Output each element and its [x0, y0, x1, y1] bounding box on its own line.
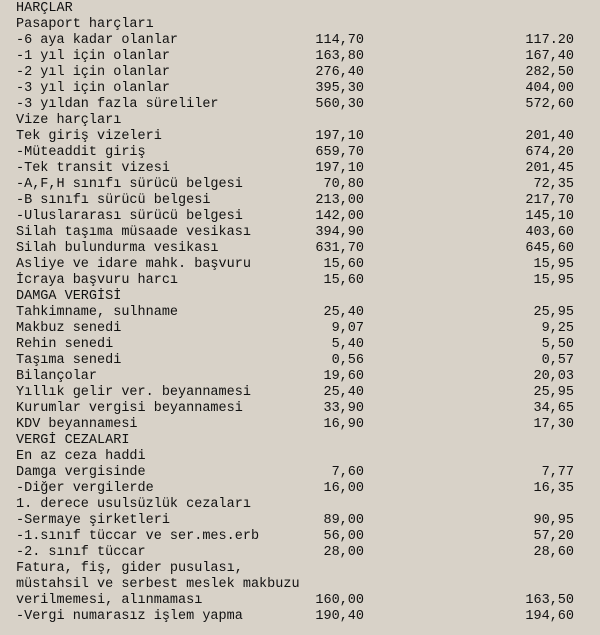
row-label: VERGİ CEZALARI	[16, 433, 130, 448]
new-amount: 72,35	[533, 177, 574, 192]
table-row	[0, 209, 600, 225]
new-amount: 9,25	[541, 321, 574, 336]
new-amount: 404,00	[525, 81, 574, 96]
new-amount: 25,95	[533, 385, 574, 400]
new-amount: 201,45	[525, 161, 574, 176]
new-amount: 34,65	[533, 401, 574, 416]
row-label: Tek giriş vizeleri	[16, 129, 162, 144]
row-label: Makbuz senedi	[16, 321, 122, 336]
row-label: Silah taşıma müsaade vesikası	[16, 225, 251, 240]
row-label: -Sermaye şirketleri	[16, 513, 170, 528]
table-row	[0, 577, 600, 593]
new-amount: 117.20	[525, 33, 574, 48]
old-amount: 33,90	[323, 401, 364, 416]
new-amount: 145,10	[525, 209, 574, 224]
table-row	[0, 369, 600, 385]
old-amount: 142,00	[315, 209, 364, 224]
table-row	[0, 81, 600, 97]
table-row	[0, 225, 600, 241]
table-row	[0, 17, 600, 33]
old-amount: 213,00	[315, 193, 364, 208]
table-row	[0, 33, 600, 49]
table-row	[0, 465, 600, 481]
table-row	[0, 481, 600, 497]
row-label: Rehin senedi	[16, 337, 114, 352]
new-amount: 167,40	[525, 49, 574, 64]
row-label: HARÇLAR	[16, 1, 73, 16]
row-label: -2 yıl için olanlar	[16, 65, 170, 80]
new-amount: 5,50	[541, 337, 574, 352]
old-amount: 15,60	[323, 257, 364, 272]
table-row	[0, 241, 600, 257]
old-amount: 163,80	[315, 49, 364, 64]
old-amount: 19,60	[323, 369, 364, 384]
new-amount: 0,57	[541, 353, 574, 368]
row-label: -Diğer vergilerde	[16, 481, 154, 496]
table-row	[0, 593, 600, 609]
table-row	[0, 321, 600, 337]
old-amount: 0,56	[331, 353, 364, 368]
row-label: Silah bulundurma vesikası	[16, 241, 219, 256]
row-label: -6 aya kadar olanlar	[16, 33, 179, 48]
new-amount: 217,70	[525, 193, 574, 208]
table-row	[0, 65, 600, 81]
new-amount: 7,77	[541, 465, 574, 480]
new-amount: 15,95	[533, 257, 574, 272]
row-label: Damga vergisinde	[16, 465, 146, 480]
old-amount: 114,70	[315, 33, 364, 48]
table-row	[0, 305, 600, 321]
row-label: İcraya başvuru harcı	[16, 273, 179, 288]
row-label: Kurumlar vergisi beyannamesi	[16, 401, 243, 416]
old-amount: 394,90	[315, 225, 364, 240]
row-label: -3 yıldan fazla süreliler	[16, 97, 219, 112]
table-row	[0, 177, 600, 193]
old-amount: 5,40	[331, 337, 364, 352]
row-label: Asliye ve idare mahk. başvuru	[16, 257, 251, 272]
old-amount: 7,60	[331, 465, 364, 480]
table-row	[0, 97, 600, 113]
row-label: -Müteaddit giriş	[16, 145, 146, 160]
table-row	[0, 401, 600, 417]
table-row	[0, 433, 600, 449]
old-amount: 25,40	[323, 385, 364, 400]
row-label: Vize harçları	[16, 113, 122, 128]
new-amount: 282,50	[525, 65, 574, 80]
old-amount: 16,90	[323, 417, 364, 432]
old-amount: 560,30	[315, 97, 364, 112]
row-label: En az ceza haddi	[16, 449, 146, 464]
row-label: Taşıma senedi	[16, 353, 122, 368]
old-amount: 28,00	[323, 545, 364, 560]
row-label: -Tek transit vizesi	[16, 161, 170, 176]
row-label: -1.sınıf tüccar ve ser.mes.erb	[16, 529, 260, 544]
new-amount: 194,60	[525, 609, 574, 624]
row-label: -A,F,H sınıfı sürücü belgesi	[16, 177, 243, 192]
row-label: Pasaport harçları	[16, 17, 154, 32]
table-row	[0, 353, 600, 369]
row-label: Tahkimname, sulhname	[16, 305, 179, 320]
new-amount: 15,95	[533, 273, 574, 288]
old-amount: 9,07	[331, 321, 364, 336]
old-amount: 16,00	[323, 481, 364, 496]
table-row	[0, 545, 600, 561]
old-amount: 160,00	[315, 593, 364, 608]
table-row	[0, 49, 600, 65]
old-amount: 659,70	[315, 145, 364, 160]
table-row	[0, 273, 600, 289]
row-label: -3 yıl için olanlar	[16, 81, 170, 96]
new-amount: 25,95	[533, 305, 574, 320]
table-row	[0, 449, 600, 465]
old-amount: 276,40	[315, 65, 364, 80]
old-amount: 89,00	[323, 513, 364, 528]
row-label: KDV beyannamesi	[16, 417, 138, 432]
row-label: -Uluslararası sürücü belgesi	[16, 209, 243, 224]
row-label: 1. derece usulsüzlük cezaları	[16, 497, 251, 512]
new-amount: 201,40	[525, 129, 574, 144]
table-row	[0, 513, 600, 529]
new-amount: 674,20	[525, 145, 574, 160]
row-label: Bilançolar	[16, 369, 98, 384]
table-row	[0, 145, 600, 161]
table-row	[0, 417, 600, 433]
old-amount: 190,40	[315, 609, 364, 624]
table-row	[0, 113, 600, 129]
old-amount: 70,80	[323, 177, 364, 192]
new-amount: 28,60	[533, 545, 574, 560]
table-row	[0, 529, 600, 545]
new-amount: 572,60	[525, 97, 574, 112]
new-amount: 403,60	[525, 225, 574, 240]
row-label: -2. sınıf tüccar	[16, 545, 146, 560]
table-row	[0, 385, 600, 401]
row-label: -B sınıfı sürücü belgesi	[16, 193, 211, 208]
new-amount: 90,95	[533, 513, 574, 528]
new-amount: 645,60	[525, 241, 574, 256]
table-row	[0, 257, 600, 273]
row-label: DAMGA VERGİSİ	[16, 289, 122, 304]
new-amount: 20,03	[533, 369, 574, 384]
table-row	[0, 161, 600, 177]
new-amount: 17,30	[533, 417, 574, 432]
table-row	[0, 497, 600, 513]
table-row	[0, 337, 600, 353]
table-row	[0, 609, 600, 625]
old-amount: 25,40	[323, 305, 364, 320]
row-label: Yıllık gelir ver. beyannamesi	[16, 385, 251, 400]
old-amount: 631,70	[315, 241, 364, 256]
new-amount: 163,50	[525, 593, 574, 608]
old-amount: 197,10	[315, 129, 364, 144]
row-label: -1 yıl için olanlar	[16, 49, 170, 64]
table-row	[0, 193, 600, 209]
new-amount: 16,35	[533, 481, 574, 496]
row-label: -Vergi numarasız işlem yapma	[16, 609, 243, 624]
old-amount: 197,10	[315, 161, 364, 176]
table-row	[0, 1, 600, 17]
table-row	[0, 561, 600, 577]
row-label: verilmemesi, alınmaması	[16, 593, 203, 608]
row-label: müstahsil ve serbest meslek makbuzu	[16, 577, 300, 592]
row-label: Fatura, fiş, gider pusulası,	[16, 561, 243, 576]
old-amount: 395,30	[315, 81, 364, 96]
new-amount: 57,20	[533, 529, 574, 544]
table-row	[0, 289, 600, 305]
old-amount: 15,60	[323, 273, 364, 288]
table-row	[0, 129, 600, 145]
old-amount: 56,00	[323, 529, 364, 544]
